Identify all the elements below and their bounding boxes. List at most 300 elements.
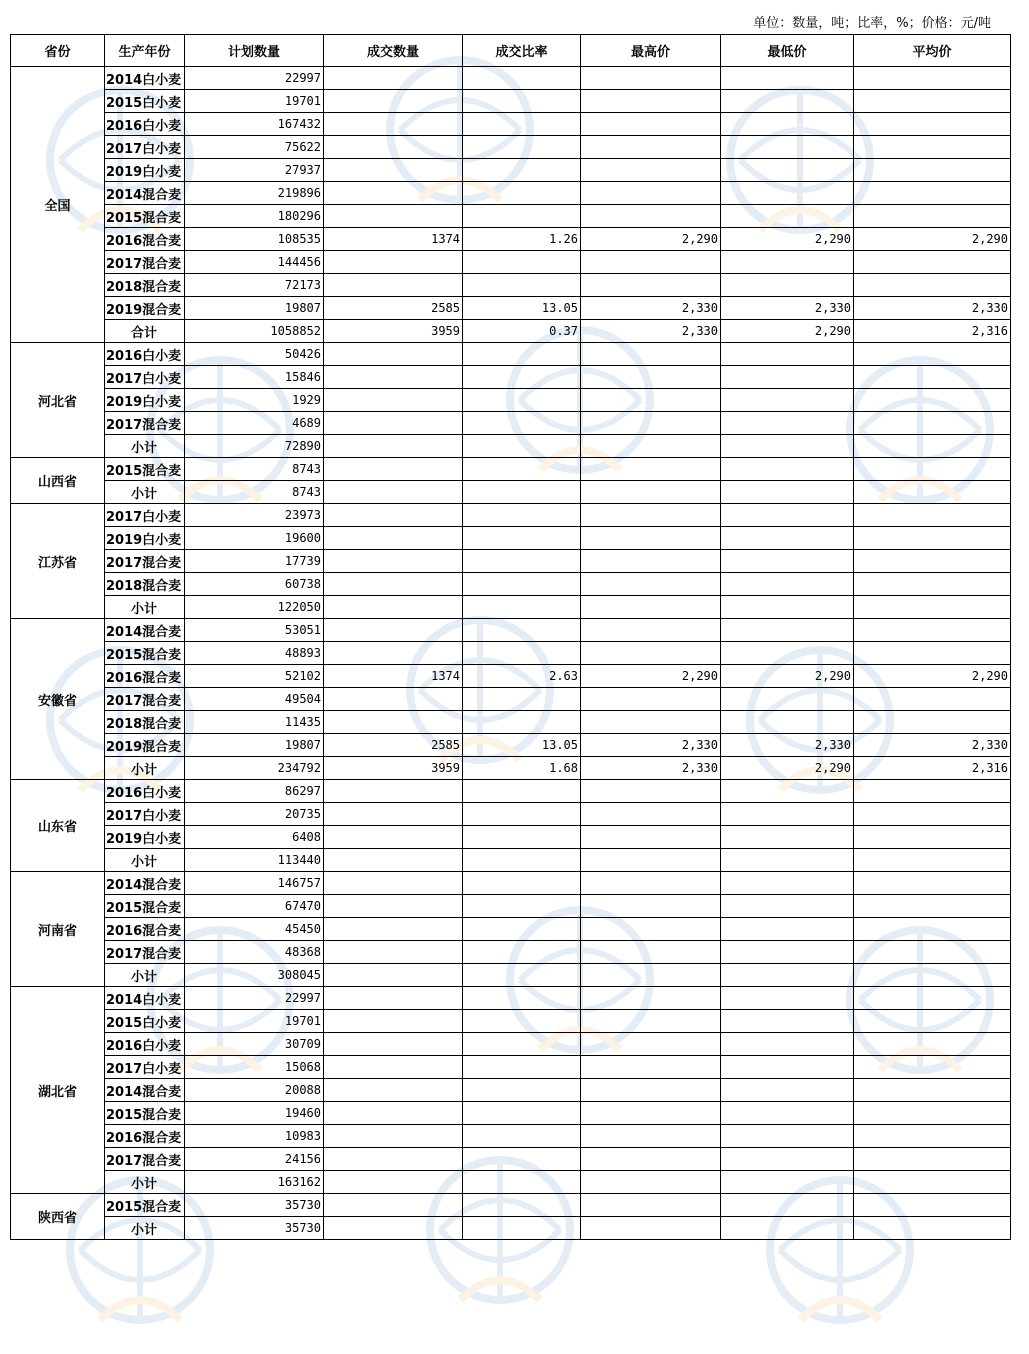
traded-qty-cell <box>324 1056 463 1079</box>
avg-price-cell <box>854 964 1011 987</box>
min-price-cell <box>721 412 854 435</box>
min-price-cell <box>721 1217 854 1240</box>
min-price-cell <box>721 435 854 458</box>
trade-ratio-cell <box>463 1102 581 1125</box>
max-price-cell <box>581 504 721 527</box>
table-row <box>11 895 1011 918</box>
max-price-cell <box>581 1217 721 1240</box>
traded-qty-cell <box>324 343 463 366</box>
max-price-cell <box>581 435 721 458</box>
avg-price-cell <box>854 90 1011 113</box>
year-cell: 2017混合麦 <box>105 941 185 964</box>
trade-ratio-cell <box>463 941 581 964</box>
traded-qty-cell <box>324 1102 463 1125</box>
traded-qty-cell <box>324 596 463 619</box>
province-cell: 全国 <box>11 67 105 343</box>
avg-price-cell <box>854 481 1011 504</box>
avg-price-cell <box>854 113 1011 136</box>
trade-ratio-cell <box>463 1171 581 1194</box>
min-price-cell <box>721 90 854 113</box>
trade-ratio-cell <box>463 803 581 826</box>
traded-qty-cell <box>324 941 463 964</box>
header-row <box>11 35 1011 67</box>
min-price-cell <box>721 849 854 872</box>
min-price-cell: 2,290 <box>721 665 854 688</box>
table-row <box>11 964 1011 987</box>
avg-price-cell <box>854 389 1011 412</box>
max-price-cell <box>581 987 721 1010</box>
table-row <box>11 1125 1011 1148</box>
trade-ratio-cell <box>463 1194 581 1217</box>
min-price-cell <box>721 803 854 826</box>
planned-qty-cell: 234792 <box>185 757 324 780</box>
table-row <box>11 205 1011 228</box>
header-max-price: 最高价 <box>581 35 721 67</box>
traded-qty-cell <box>324 159 463 182</box>
table-row <box>11 550 1011 573</box>
header-min-price: 最低价 <box>721 35 854 67</box>
traded-qty-cell <box>324 803 463 826</box>
avg-price-cell <box>854 1171 1011 1194</box>
max-price-cell <box>581 251 721 274</box>
planned-qty-cell: 4689 <box>185 412 324 435</box>
avg-price-cell <box>854 182 1011 205</box>
trade-ratio-cell <box>463 1217 581 1240</box>
avg-price-cell <box>854 366 1011 389</box>
traded-qty-cell <box>324 458 463 481</box>
traded-qty-cell <box>324 205 463 228</box>
table-row <box>11 458 1011 481</box>
max-price-cell <box>581 159 721 182</box>
planned-qty-cell: 146757 <box>185 872 324 895</box>
avg-price-cell <box>854 803 1011 826</box>
year-cell: 2018混合麦 <box>105 573 185 596</box>
trade-ratio-cell <box>463 458 581 481</box>
avg-price-cell <box>854 619 1011 642</box>
trade-ratio-cell <box>463 1033 581 1056</box>
max-price-cell <box>581 1148 721 1171</box>
planned-qty-cell: 15846 <box>185 366 324 389</box>
traded-qty-cell <box>324 113 463 136</box>
traded-qty-cell: 1374 <box>324 665 463 688</box>
year-cell: 2014混合麦 <box>105 182 185 205</box>
trade-ratio-cell: 1.26 <box>463 228 581 251</box>
trade-ratio-cell <box>463 1125 581 1148</box>
avg-price-cell <box>854 1148 1011 1171</box>
avg-price-cell <box>854 918 1011 941</box>
planned-qty-cell: 48368 <box>185 941 324 964</box>
table-row <box>11 1033 1011 1056</box>
year-cell: 2017混合麦 <box>105 688 185 711</box>
traded-qty-cell: 2585 <box>324 734 463 757</box>
trade-ratio-cell <box>463 872 581 895</box>
min-price-cell: 2,290 <box>721 757 854 780</box>
traded-qty-cell <box>324 527 463 550</box>
year-cell: 2015混合麦 <box>105 1102 185 1125</box>
planned-qty-cell: 19600 <box>185 527 324 550</box>
avg-price-cell <box>854 872 1011 895</box>
max-price-cell <box>581 1194 721 1217</box>
trade-ratio-cell <box>463 1010 581 1033</box>
year-cell: 2019白小麦 <box>105 389 185 412</box>
max-price-cell <box>581 343 721 366</box>
year-cell: 小计 <box>105 964 185 987</box>
year-cell: 2015白小麦 <box>105 1010 185 1033</box>
avg-price-cell: 2,330 <box>854 297 1011 320</box>
year-cell: 2017白小麦 <box>105 366 185 389</box>
min-price-cell <box>721 343 854 366</box>
trade-ratio-cell <box>463 826 581 849</box>
province-cell: 陕西省 <box>11 1194 105 1240</box>
avg-price-cell <box>854 1056 1011 1079</box>
max-price-cell <box>581 1033 721 1056</box>
min-price-cell <box>721 159 854 182</box>
table-row <box>11 320 1011 343</box>
min-price-cell <box>721 1125 854 1148</box>
year-cell: 2016混合麦 <box>105 1125 185 1148</box>
min-price-cell <box>721 1102 854 1125</box>
table-row <box>11 619 1011 642</box>
min-price-cell <box>721 964 854 987</box>
trade-ratio-cell <box>463 527 581 550</box>
avg-price-cell: 2,290 <box>854 228 1011 251</box>
max-price-cell <box>581 113 721 136</box>
min-price-cell <box>721 251 854 274</box>
traded-qty-cell <box>324 1194 463 1217</box>
year-cell: 合计 <box>105 320 185 343</box>
planned-qty-cell: 17739 <box>185 550 324 573</box>
planned-qty-cell: 180296 <box>185 205 324 228</box>
table-row <box>11 366 1011 389</box>
year-cell: 2017混合麦 <box>105 1148 185 1171</box>
trade-ratio-cell <box>463 366 581 389</box>
min-price-cell <box>721 573 854 596</box>
min-price-cell <box>721 205 854 228</box>
year-cell: 小计 <box>105 757 185 780</box>
header-province: 省份 <box>11 35 105 67</box>
table-row <box>11 872 1011 895</box>
avg-price-cell <box>854 343 1011 366</box>
year-cell: 2016白小麦 <box>105 780 185 803</box>
avg-price-cell <box>854 205 1011 228</box>
year-cell: 2016混合麦 <box>105 665 185 688</box>
avg-price-cell <box>854 642 1011 665</box>
planned-qty-cell: 52102 <box>185 665 324 688</box>
trade-ratio-cell <box>463 619 581 642</box>
table-row <box>11 642 1011 665</box>
traded-qty-cell <box>324 412 463 435</box>
table-row <box>11 136 1011 159</box>
table-row <box>11 527 1011 550</box>
table-row <box>11 1217 1011 1240</box>
min-price-cell <box>721 1010 854 1033</box>
province-cell: 河南省 <box>11 872 105 987</box>
year-cell: 2019白小麦 <box>105 826 185 849</box>
planned-qty-cell: 8743 <box>185 458 324 481</box>
avg-price-cell <box>854 1033 1011 1056</box>
header-planned-qty: 计划数量 <box>185 35 324 67</box>
traded-qty-cell <box>324 849 463 872</box>
avg-price-cell <box>854 711 1011 734</box>
traded-qty-cell <box>324 964 463 987</box>
trade-ratio-cell: 2.63 <box>463 665 581 688</box>
min-price-cell <box>721 711 854 734</box>
max-price-cell <box>581 711 721 734</box>
header-avg-price: 平均价 <box>854 35 1011 67</box>
planned-qty-cell: 19460 <box>185 1102 324 1125</box>
planned-qty-cell: 113440 <box>185 849 324 872</box>
max-price-cell <box>581 366 721 389</box>
table-row <box>11 1010 1011 1033</box>
traded-qty-cell <box>324 182 463 205</box>
province-cell: 山西省 <box>11 458 105 504</box>
traded-qty-cell <box>324 573 463 596</box>
table-row <box>11 1171 1011 1194</box>
max-price-cell: 2,330 <box>581 757 721 780</box>
min-price-cell <box>721 389 854 412</box>
traded-qty-cell <box>324 504 463 527</box>
max-price-cell <box>581 205 721 228</box>
year-cell: 小计 <box>105 1217 185 1240</box>
planned-qty-cell: 19807 <box>185 297 324 320</box>
table-row <box>11 412 1011 435</box>
traded-qty-cell <box>324 642 463 665</box>
trade-ratio-cell <box>463 113 581 136</box>
table-row <box>11 1056 1011 1079</box>
max-price-cell <box>581 90 721 113</box>
traded-qty-cell <box>324 1010 463 1033</box>
province-cell: 江苏省 <box>11 504 105 619</box>
table-row <box>11 757 1011 780</box>
year-cell: 2017白小麦 <box>105 504 185 527</box>
table-row <box>11 1102 1011 1125</box>
traded-qty-cell <box>324 67 463 90</box>
planned-qty-cell: 75622 <box>185 136 324 159</box>
trade-ratio-cell: 0.37 <box>463 320 581 343</box>
max-price-cell: 2,290 <box>581 665 721 688</box>
planned-qty-cell: 15068 <box>185 1056 324 1079</box>
year-cell: 小计 <box>105 1171 185 1194</box>
traded-qty-cell <box>324 895 463 918</box>
table-row <box>11 435 1011 458</box>
min-price-cell <box>721 274 854 297</box>
max-price-cell <box>581 274 721 297</box>
trade-ratio-cell <box>463 918 581 941</box>
trade-ratio-cell <box>463 1056 581 1079</box>
traded-qty-cell <box>324 90 463 113</box>
header-traded-qty: 成交数量 <box>324 35 463 67</box>
trade-ratio-cell <box>463 159 581 182</box>
year-cell: 2016白小麦 <box>105 1033 185 1056</box>
avg-price-cell <box>854 412 1011 435</box>
min-price-cell <box>721 688 854 711</box>
max-price-cell <box>581 964 721 987</box>
max-price-cell <box>581 803 721 826</box>
min-price-cell <box>721 458 854 481</box>
table-row <box>11 734 1011 757</box>
year-cell: 小计 <box>105 849 185 872</box>
table-row <box>11 596 1011 619</box>
province-cell: 湖北省 <box>11 987 105 1194</box>
table-row <box>11 1079 1011 1102</box>
table-row <box>11 504 1011 527</box>
planned-qty-cell: 22997 <box>185 67 324 90</box>
planned-qty-cell: 19701 <box>185 1010 324 1033</box>
trade-ratio-cell <box>463 205 581 228</box>
avg-price-cell <box>854 1194 1011 1217</box>
table-row <box>11 251 1011 274</box>
max-price-cell <box>581 895 721 918</box>
avg-price-cell <box>854 849 1011 872</box>
min-price-cell <box>721 826 854 849</box>
year-cell: 小计 <box>105 596 185 619</box>
unit-note: 单位：数量，吨；比率，%；价格：元/吨 <box>753 16 991 31</box>
traded-qty-cell <box>324 826 463 849</box>
trade-ratio-cell <box>463 389 581 412</box>
table-row <box>11 711 1011 734</box>
min-price-cell <box>721 481 854 504</box>
trade-ratio-cell <box>463 504 581 527</box>
trade-ratio-cell <box>463 780 581 803</box>
planned-qty-cell: 24156 <box>185 1148 324 1171</box>
year-cell: 2019混合麦 <box>105 734 185 757</box>
trade-ratio-cell <box>463 435 581 458</box>
traded-qty-cell <box>324 1079 463 1102</box>
min-price-cell <box>721 619 854 642</box>
traded-qty-cell <box>324 780 463 803</box>
traded-qty-cell <box>324 619 463 642</box>
max-price-cell: 2,330 <box>581 320 721 343</box>
table-row <box>11 665 1011 688</box>
max-price-cell <box>581 1102 721 1125</box>
max-price-cell <box>581 596 721 619</box>
year-cell: 2019白小麦 <box>105 527 185 550</box>
trade-ratio-cell: 13.05 <box>463 734 581 757</box>
planned-qty-cell: 67470 <box>185 895 324 918</box>
year-cell: 2017白小麦 <box>105 1056 185 1079</box>
min-price-cell <box>721 918 854 941</box>
min-price-cell <box>721 550 854 573</box>
planned-qty-cell: 35730 <box>185 1194 324 1217</box>
max-price-cell <box>581 550 721 573</box>
table-row <box>11 918 1011 941</box>
trade-ratio-cell: 1.68 <box>463 757 581 780</box>
planned-qty-cell: 8743 <box>185 481 324 504</box>
traded-qty-cell: 3959 <box>324 757 463 780</box>
avg-price-cell <box>854 1102 1011 1125</box>
planned-qty-cell: 20088 <box>185 1079 324 1102</box>
year-cell: 2015混合麦 <box>105 205 185 228</box>
traded-qty-cell <box>324 136 463 159</box>
year-cell: 2017白小麦 <box>105 136 185 159</box>
planned-qty-cell: 308045 <box>185 964 324 987</box>
traded-qty-cell: 2585 <box>324 297 463 320</box>
max-price-cell <box>581 458 721 481</box>
avg-price-cell <box>854 527 1011 550</box>
traded-qty-cell <box>324 918 463 941</box>
max-price-cell <box>581 412 721 435</box>
min-price-cell: 2,290 <box>721 228 854 251</box>
trade-ratio-cell <box>463 642 581 665</box>
avg-price-cell <box>854 1217 1011 1240</box>
avg-price-cell <box>854 780 1011 803</box>
min-price-cell: 2,290 <box>721 320 854 343</box>
traded-qty-cell <box>324 987 463 1010</box>
avg-price-cell <box>854 458 1011 481</box>
header-year: 生产年份 <box>105 35 185 67</box>
traded-qty-cell <box>324 1217 463 1240</box>
max-price-cell: 2,330 <box>581 734 721 757</box>
table-row <box>11 90 1011 113</box>
trade-ratio-cell <box>463 895 581 918</box>
min-price-cell <box>721 1033 854 1056</box>
traded-qty-cell <box>324 550 463 573</box>
traded-qty-cell <box>324 1148 463 1171</box>
max-price-cell: 2,290 <box>581 228 721 251</box>
avg-price-cell <box>854 136 1011 159</box>
avg-price-cell <box>854 573 1011 596</box>
table-row <box>11 274 1011 297</box>
year-cell: 2018混合麦 <box>105 711 185 734</box>
province-cell: 安徽省 <box>11 619 105 780</box>
min-price-cell <box>721 1079 854 1102</box>
year-cell: 2015混合麦 <box>105 458 185 481</box>
trade-ratio-cell <box>463 688 581 711</box>
table-row <box>11 941 1011 964</box>
planned-qty-cell: 86297 <box>185 780 324 803</box>
min-price-cell <box>721 1194 854 1217</box>
trade-ratio-cell <box>463 573 581 596</box>
min-price-cell <box>721 113 854 136</box>
table-row <box>11 688 1011 711</box>
year-cell: 2015混合麦 <box>105 1194 185 1217</box>
province-cell: 河北省 <box>11 343 105 458</box>
avg-price-cell <box>854 1079 1011 1102</box>
year-cell: 2016混合麦 <box>105 228 185 251</box>
trade-ratio-cell <box>463 251 581 274</box>
year-cell: 2014白小麦 <box>105 67 185 90</box>
trade-ratio-cell: 13.05 <box>463 297 581 320</box>
table-row <box>11 803 1011 826</box>
max-price-cell <box>581 941 721 964</box>
planned-qty-cell: 144456 <box>185 251 324 274</box>
planned-qty-cell: 48893 <box>185 642 324 665</box>
planned-qty-cell: 1058852 <box>185 320 324 343</box>
table-row <box>11 1194 1011 1217</box>
year-cell: 2016混合麦 <box>105 918 185 941</box>
table-row <box>11 343 1011 366</box>
max-price-cell <box>581 642 721 665</box>
avg-price-cell <box>854 826 1011 849</box>
trade-ratio-cell <box>463 90 581 113</box>
traded-qty-cell <box>324 1033 463 1056</box>
max-price-cell <box>581 67 721 90</box>
year-cell: 2015混合麦 <box>105 895 185 918</box>
year-cell: 2015混合麦 <box>105 642 185 665</box>
traded-qty-cell <box>324 688 463 711</box>
trade-ratio-cell <box>463 412 581 435</box>
planned-qty-cell: 30709 <box>185 1033 324 1056</box>
traded-qty-cell <box>324 481 463 504</box>
year-cell: 2014白小麦 <box>105 987 185 1010</box>
table-row <box>11 159 1011 182</box>
min-price-cell <box>721 941 854 964</box>
traded-qty-cell <box>324 274 463 297</box>
avg-price-cell <box>854 1010 1011 1033</box>
avg-price-cell: 2,316 <box>854 757 1011 780</box>
min-price-cell <box>721 504 854 527</box>
max-price-cell: 2,330 <box>581 297 721 320</box>
